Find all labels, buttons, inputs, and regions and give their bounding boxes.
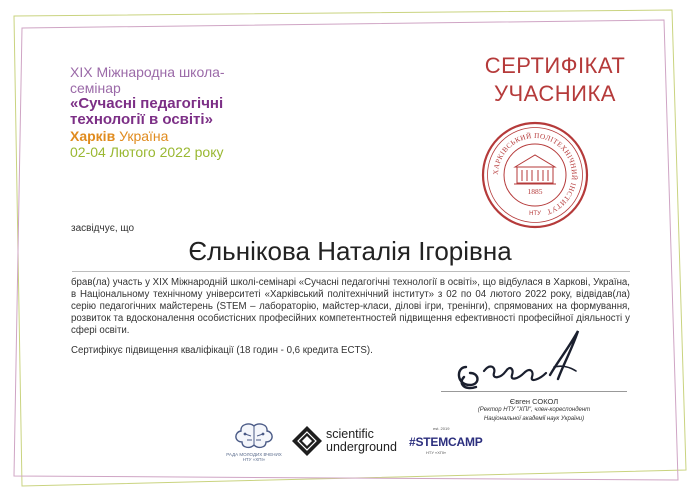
seminar-location bbox=[70, 128, 310, 144]
seminar-edition-cont: семінар bbox=[70, 80, 121, 96]
young-scientists-council-logo bbox=[214, 420, 294, 464]
university-seal bbox=[481, 121, 589, 229]
certifies-label: засвідчує, що bbox=[71, 223, 135, 234]
seminar-country: Україна bbox=[115, 128, 169, 144]
signature-image bbox=[454, 327, 589, 393]
scientific-underground-diamond-icon bbox=[291, 425, 323, 457]
seminar-dates: 02-04 Лютого 2022 року bbox=[70, 144, 224, 160]
seminar-edition: XIX Міжнародна школа- bbox=[70, 64, 225, 80]
seminar-title-line2: технології в освіті» bbox=[70, 111, 213, 128]
participant-name: Єльнікова Наталія Ігорівна bbox=[188, 236, 512, 266]
signatory-title-line1: (Ректор НТУ "ХПІ", член-кореспондент bbox=[477, 407, 591, 413]
certificate-body: брав(ла) участь у XIX Міжнародній школі-семінарі «Сучасні педагогічні технології в освіті», що відбулася в Харкові, Україна, в Національному технічному університеті «Харківський політехнічний інститут» з 02 по 04 лютого 2022 року, відвідав(ла) серію педагогічних майстерень (STEM – лабораторію, майстер-класи, ділові ігри, тренінги), спрямованих на формування, розвиток та вдосконалення особистісних професійних компетентностей підвищення ефективності професійної діяльності у сфері освіти. bbox=[71, 277, 630, 336]
name-underline bbox=[72, 271, 630, 272]
certificate-title bbox=[470, 52, 640, 108]
seminar-header bbox=[70, 64, 310, 160]
brain-icon bbox=[214, 420, 294, 452]
council-caption bbox=[214, 452, 294, 462]
seminar-title-line1: «Сучасні педагогічні bbox=[70, 95, 224, 112]
certificate-title-line2: УЧАСНИКА bbox=[494, 81, 616, 106]
seal-abbr: НТУ bbox=[529, 211, 541, 217]
seminar-city: Харків bbox=[70, 128, 116, 144]
scientific-underground-logo bbox=[326, 428, 397, 454]
certificate-title-line1: СЕРТИФІКАТ bbox=[484, 53, 626, 78]
university-building-icon bbox=[514, 155, 556, 184]
stemcamp-top-text: est. 2019 bbox=[433, 426, 450, 431]
stemcamp-subtitle: НТУ «ХПІ» bbox=[426, 450, 447, 455]
signature-line bbox=[441, 391, 627, 392]
council-caption-line2: НТУ «ХПІ» bbox=[242, 457, 266, 462]
seal-year: 1885 bbox=[527, 187, 543, 196]
council-caption-line1: РАДА МОЛОДИХ ВЧЕНИХ bbox=[226, 452, 282, 457]
seal-ring-text: ХАРКІВСЬКИЙ ПОЛІТЕХНІЧНИЙ ІНСТИТУТ bbox=[491, 131, 579, 216]
stemcamp-wordmark: #STEMCAMP bbox=[409, 435, 483, 449]
scientific-word: scientific bbox=[326, 427, 374, 441]
qualification-statement: Сертифікує підвищення кваліфікації (18 годин - 0,6 кредита ECTS). bbox=[71, 345, 373, 356]
underground-word: underground bbox=[326, 440, 397, 454]
signatory-name: Євген СОКОЛ bbox=[509, 397, 559, 406]
signatory-title-line2: Національної академії наук України) bbox=[483, 416, 585, 422]
stemcamp-logo bbox=[408, 420, 483, 460]
